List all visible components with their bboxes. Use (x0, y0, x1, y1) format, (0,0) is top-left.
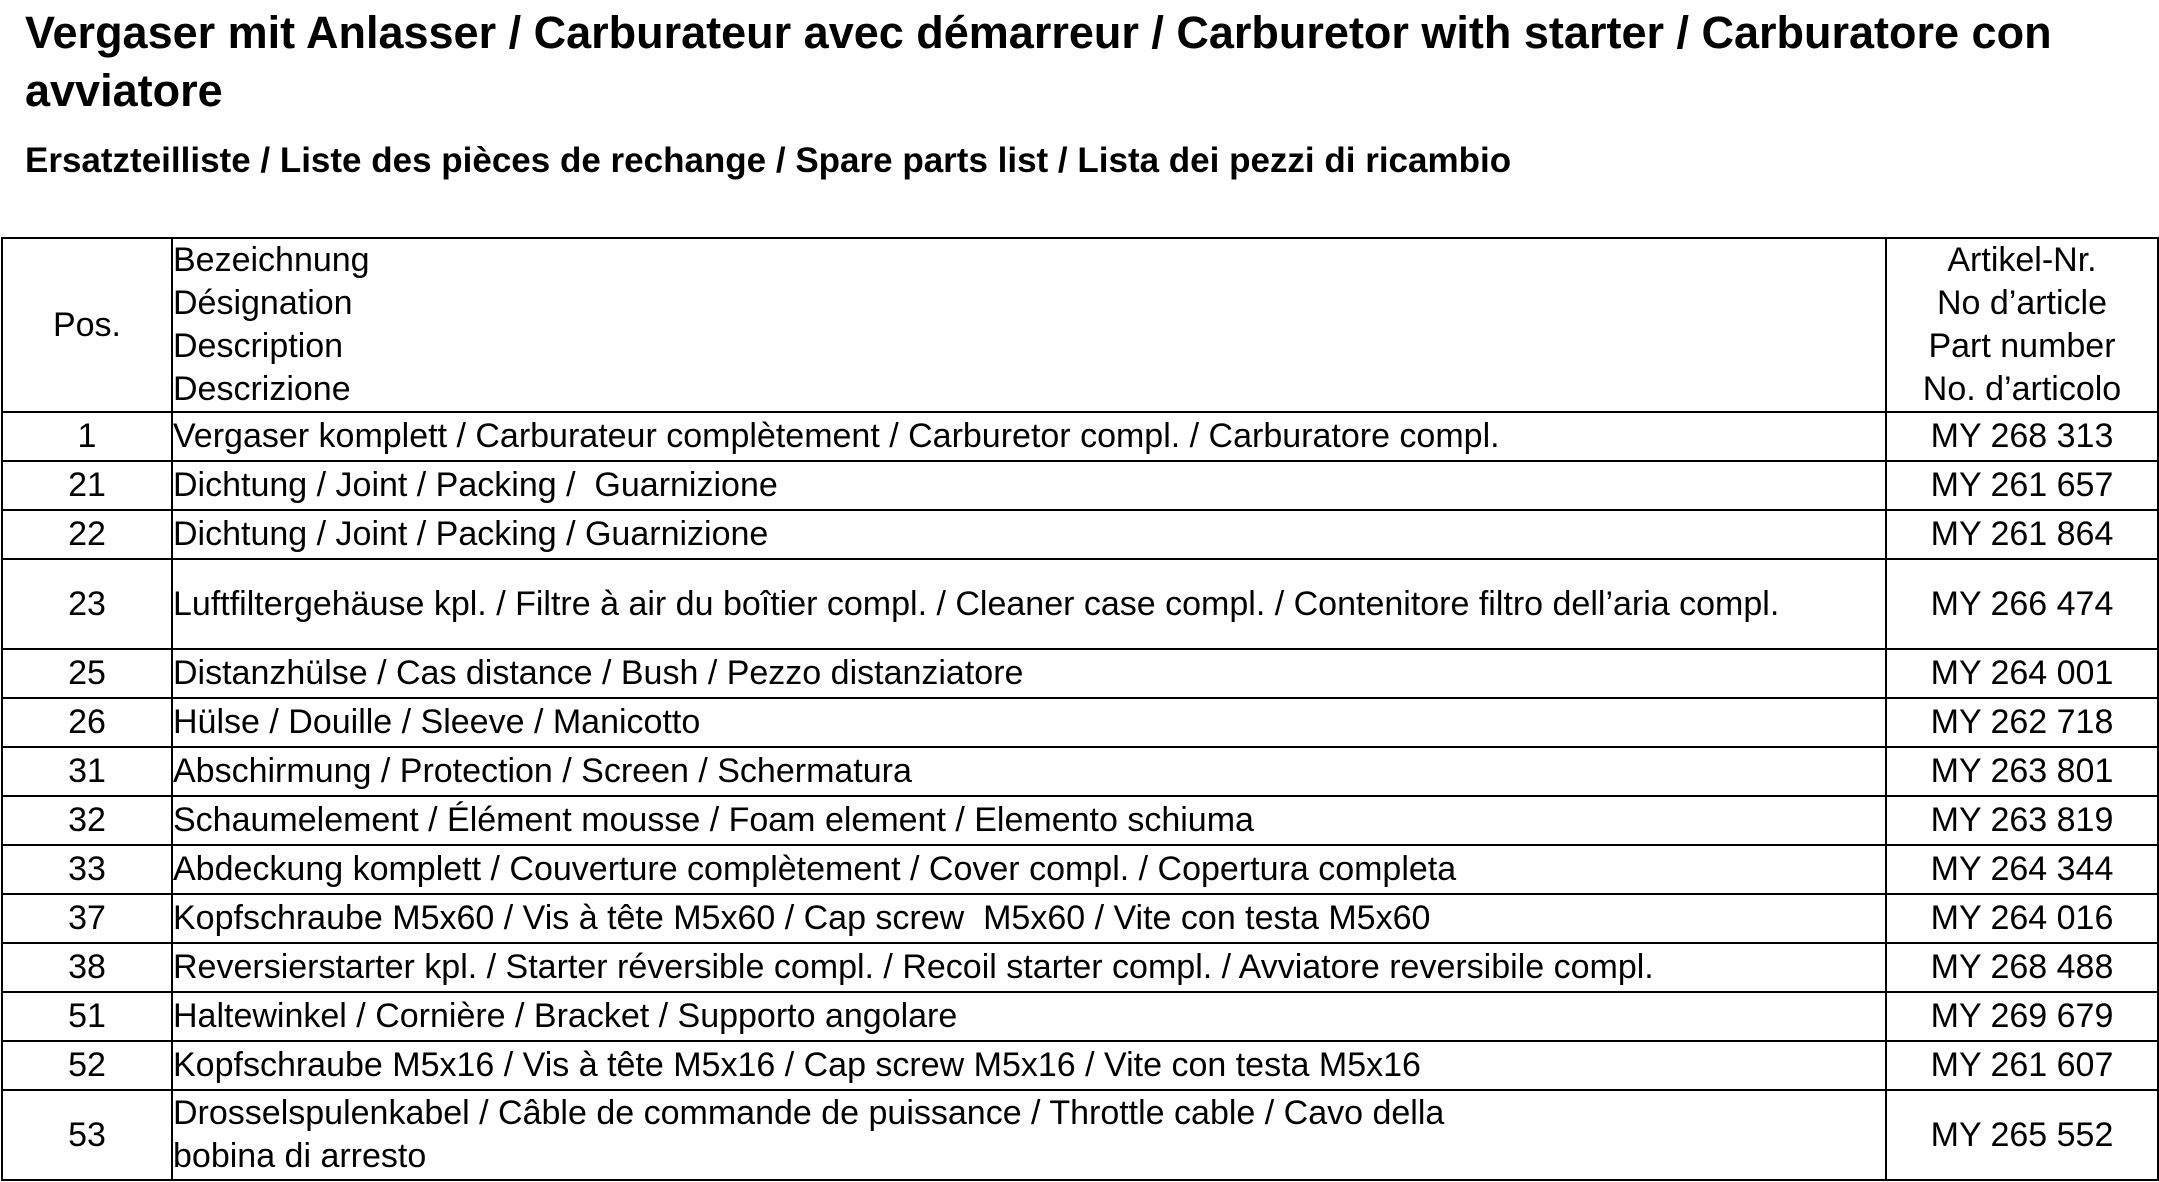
cell-pos: 23 (2, 559, 172, 649)
table-row (2, 559, 2158, 649)
header-description-fr: Désignation (173, 284, 353, 322)
table-header-row (2, 238, 2158, 412)
table-row (2, 698, 2158, 747)
cell-pos: 31 (2, 747, 172, 796)
cell-article: MY 264 016 (1886, 894, 2158, 943)
cell-description: Luftfiltergehäuse kpl. / Filtre à air du boîtier compl. / Cleaner case compl. / Contenitore filtro dell’aria compl. (172, 559, 1886, 649)
cell-pos: 26 (2, 698, 172, 747)
table-row (2, 894, 2158, 943)
cell-description: Distanzhülse / Cas distance / Bush / Pezzo distanziatore (172, 649, 1886, 698)
header-article-de: Artikel-Nr. (1947, 241, 2097, 279)
header-article-en: Part number (1928, 327, 2116, 365)
table-row (2, 649, 2158, 698)
header-description-en: Description (173, 327, 344, 365)
table-row (2, 461, 2158, 510)
page-title: Vergaser mit Anlasser / Carburateur avec démarreur / Carburetor with starter / Carburatore con avviatore (25, 7, 2052, 116)
page-subtitle: Ersatzteilliste / Liste des pièces de rechange / Spare parts list / Lista dei pezzi di ricambio (25, 141, 1512, 180)
cell-pos: 38 (2, 943, 172, 992)
cell-pos: 22 (2, 510, 172, 559)
table-row (2, 747, 2158, 796)
header-pos: Pos. (2, 238, 172, 412)
cell-pos: 51 (2, 992, 172, 1041)
cell-article: MY 261 864 (1886, 510, 2158, 559)
cell-article: MY 268 313 (1886, 412, 2158, 461)
cell-article: MY 261 657 (1886, 461, 2158, 510)
header-description (172, 238, 1886, 412)
cell-description: Abdeckung komplett / Couverture complètement / Cover compl. / Copertura completa (172, 845, 1886, 894)
cell-article: MY 265 552 (1886, 1090, 2158, 1180)
cell-article: MY 263 801 (1886, 747, 2158, 796)
cell-article: MY 264 001 (1886, 649, 2158, 698)
cell-pos: 32 (2, 796, 172, 845)
cell-pos: 53 (2, 1090, 172, 1180)
table-row (2, 412, 2158, 461)
spare-parts-table (1, 237, 2159, 1181)
header-description-de: Bezeichnung (173, 241, 370, 279)
cell-description: Drosselspulenkabel / Câble de commande de puissance / Throttle cable / Cavo della bobina di arresto (172, 1090, 1886, 1180)
table-row (2, 1041, 2158, 1090)
cell-article: MY 261 607 (1886, 1041, 2158, 1090)
cell-description: Reversierstarter kpl. / Starter réversible compl. / Recoil starter compl. / Avviatore reversibile compl. (172, 943, 1886, 992)
cell-article: MY 266 474 (1886, 559, 2158, 649)
cell-description: Hülse / Douille / Sleeve / Manicotto (172, 698, 1886, 747)
table-row (2, 845, 2158, 894)
table-row (2, 510, 2158, 559)
cell-description: Dichtung / Joint / Packing / Guarnizione (172, 461, 1886, 510)
table-row (2, 943, 2158, 992)
cell-pos: 33 (2, 845, 172, 894)
header-article-fr: No d’article (1936, 284, 2108, 322)
header-article (1886, 238, 2158, 412)
cell-pos: 37 (2, 894, 172, 943)
cell-description: Kopfschraube M5x60 / Vis à tête M5x60 / Cap screw M5x60 / Vite con testa M5x60 (172, 894, 1886, 943)
cell-article: MY 262 718 (1886, 698, 2158, 747)
header-article-it: No. d’articolo (1922, 370, 2122, 408)
table-row (2, 1090, 2158, 1180)
cell-article: MY 263 819 (1886, 796, 2158, 845)
header-description-it: Descrizione (173, 370, 351, 408)
cell-pos: 1 (2, 412, 172, 461)
cell-description: Haltewinkel / Cornière / Bracket / Supporto angolare (172, 992, 1886, 1041)
table-row (2, 992, 2158, 1041)
cell-description: Schaumelement / Élément mousse / Foam element / Elemento schiuma (172, 796, 1886, 845)
cell-description: Vergaser komplett / Carburateur complètement / Carburetor compl. / Carburatore compl. (172, 412, 1886, 461)
cell-description: Kopfschraube M5x16 / Vis à tête M5x16 / Cap screw M5x16 / Vite con testa M5x16 (172, 1041, 1886, 1090)
cell-pos: 21 (2, 461, 172, 510)
cell-pos: 25 (2, 649, 172, 698)
cell-article: MY 264 344 (1886, 845, 2158, 894)
cell-pos: 52 (2, 1041, 172, 1090)
cell-description: Abschirmung / Protection / Screen / Schermatura (172, 747, 1886, 796)
table-row (2, 796, 2158, 845)
cell-article: MY 269 679 (1886, 992, 2158, 1041)
cell-article: MY 268 488 (1886, 943, 2158, 992)
cell-description: Dichtung / Joint / Packing / Guarnizione (172, 510, 1886, 559)
